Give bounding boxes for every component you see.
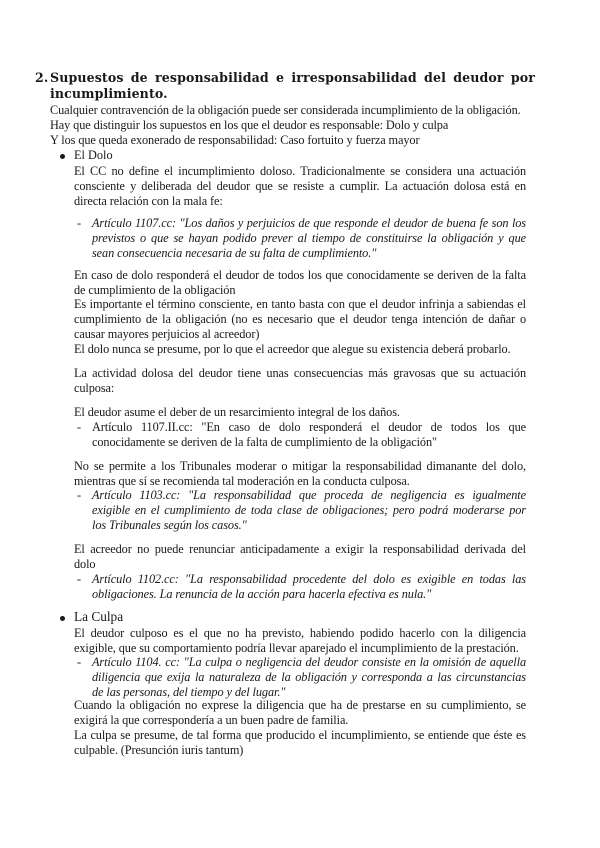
- culpa-para2-line: La culpa se presume, de tal forma que producido el incumplimiento, se entiende que éste es: [74, 728, 526, 742]
- art1104-line: diligencia que exija la naturaleza de la obligación y corresponda a las circunstancias: [92, 670, 526, 684]
- art1102-line: obligaciones. La renuncia de la acción para hacerla efectiva es nula.": [92, 587, 432, 601]
- section-title-line2: incumplimiento.: [50, 86, 168, 101]
- art1107-2-line: Artículo 1107.II.cc: "En caso de dolo responderá el deudor de todos los que: [92, 420, 526, 434]
- art1102-line: Artículo 1102.cc: "La responsabilidad procedente del dolo es exigible en todas las: [92, 572, 526, 586]
- culpa-title: La Culpa: [74, 609, 124, 624]
- section-title-line1: Supuestos de responsabilidad e irresponsabilidad del deudor por: [50, 70, 535, 85]
- art1107-2-line: conocidamente se deriven de la falta de cumplimiento de la obligación": [92, 435, 437, 449]
- dolo-para2-line: En caso de dolo responderá el deudor de todos los que conocidamente se deriven de la falta: [74, 268, 526, 282]
- culpa-para2-line: exigirá la que correspondería a un buen padre de familia.: [74, 713, 349, 727]
- art1103-line: los Tribunales según los casos.": [92, 518, 247, 532]
- art1103-line: Artículo 1103.cc: "La responsabilidad que proceda de negligencia es igualmente: [92, 488, 526, 502]
- intro-line: Y los que queda exonerado de responsabilidad: Caso fortuito y fuerza mayor: [50, 133, 420, 147]
- dash-marker: -: [77, 655, 82, 669]
- dash-marker: -: [77, 420, 82, 434]
- bullet-icon: [60, 154, 65, 159]
- intro-line: Hay que distinguir los supuestos en los que el deudor es responsable: Dolo y culpa: [50, 118, 449, 132]
- culpa-para2-line: Cuando la obligación no exprese la diligencia que ha de prestarse en su cumplimiento, se: [74, 698, 526, 712]
- dash-marker: -: [77, 216, 82, 230]
- dolo-para3-line: La actividad dolosa del deudor tiene unas consecuencias más gravosas que su actuación: [74, 366, 526, 380]
- art1107-line: Artículo 1107.cc: "Los daños y perjuicios de que responde el deudor de buena fe son los: [92, 216, 526, 230]
- culpa-para2-line: culpable. (Presunción iuris tantum): [74, 743, 244, 757]
- dolo-para1-line: directa relación con la mala fe:: [74, 194, 223, 208]
- dolo-title: El Dolo: [74, 148, 113, 162]
- dolo-para2-line: Es importante el término consciente, en tanto basta con que el deudor infrinja a sabiendas el: [74, 297, 526, 311]
- dolo-para5-line: mientras que sí se recomienda tal moderación en la conducta culposa.: [74, 474, 410, 488]
- culpa-para1-line: exigible, que su comportamiento podría llevar aparejado el incumplimiento de la prestación.: [74, 641, 519, 655]
- dolo-para6-line: dolo: [74, 557, 96, 571]
- bullet-icon: [60, 616, 65, 621]
- dolo-para1-line: consciente y deliberada del deudor que se resiste a cumplir. La actuación dolosa está en: [74, 179, 526, 193]
- dolo-para1-line: El CC no define el incumplimiento doloso. Tradicionalmente se considera una actuación: [74, 164, 526, 178]
- section-heading: [35, 70, 535, 102]
- dolo-para2-line: cumplimiento de la obligación (no es necesario que el deudor tenga intención de dañar o: [74, 312, 526, 326]
- culpa-para1-line: El deudor culposo es el que no ha previsto, habiendo podido hacerlo con la diligencia: [74, 626, 526, 640]
- dash-marker: -: [77, 488, 82, 502]
- art1107-line: previstos o que se hayan podido prever al tiempo de constituirse la obligación y que: [92, 231, 526, 245]
- dolo-para2-line: causar mayores perjuicios al acreedor): [74, 327, 260, 341]
- art1103-line: exigible en el cumplimiento de toda clase de obligaciones; pero podrá moderarse por: [92, 503, 526, 517]
- art1107-line: sean consecuencia necesaria de su falta de cumplimiento.": [92, 246, 377, 260]
- dolo-para4: El deudor asume el deber de un resarcimiento integral de los daños.: [74, 405, 400, 419]
- dolo-para2-line: El dolo nunca se presume, por lo que el acreedor que alegue su existencia deberá probarlo.: [74, 342, 511, 356]
- art1104-line: Artículo 1104. cc: "La culpa o negligencia del deudor consiste en la omisión de aquella: [92, 655, 526, 669]
- dash-marker: -: [77, 572, 82, 586]
- intro-line: Cualquier contravención de la obligación puede ser considerada incumplimiento de la obligación.: [50, 103, 521, 117]
- art1104-line: de las personas, del tiempo y del lugar.": [92, 685, 286, 699]
- dolo-para6-line: El acreedor no puede renunciar anticipadamente a exigir la responsabilidad derivada del: [74, 542, 526, 556]
- section-number: 2.: [35, 70, 49, 85]
- dolo-para2-line: de cumplimiento de la obligación: [74, 283, 236, 297]
- dolo-para5-line: No se permite a los Tribunales moderar o mitigar la responsabilidad dimanante del dolo,: [74, 459, 526, 473]
- dolo-para3-line: culposa:: [74, 381, 115, 395]
